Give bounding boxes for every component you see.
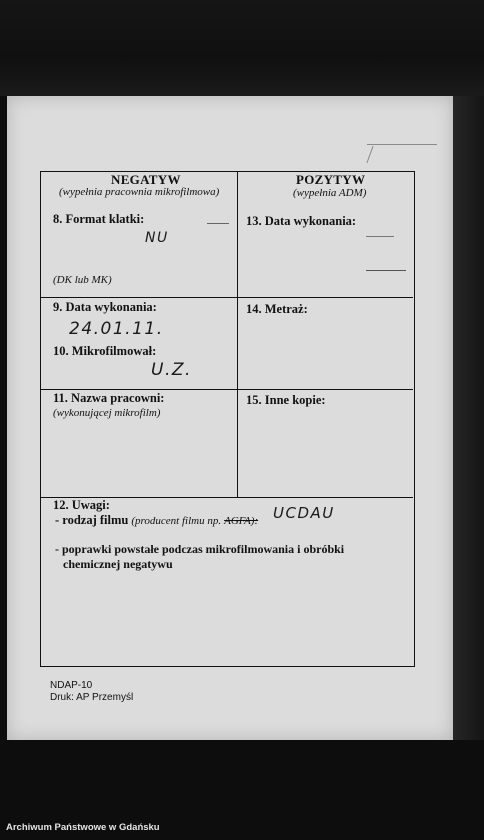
- nazwa-pracowni-note: (wykonującej mikrofilm): [53, 407, 161, 419]
- rodzaj-filmu-label: - rodzaj filmu: [55, 513, 129, 527]
- stray-mark: [366, 146, 373, 163]
- format-klatki-note: (DK lub MK): [53, 274, 112, 286]
- mikrofilmowal-value: U.Z.: [151, 360, 192, 380]
- metraz-label: 14. Metraż:: [246, 302, 308, 316]
- rodzaj-filmu-line: [55, 513, 258, 528]
- stray-mark: [367, 144, 437, 145]
- row-divider-2: [41, 389, 413, 390]
- negatyw-title: NEGATYW: [111, 172, 181, 187]
- poprawki-line-2: chemicznej negatywu: [63, 557, 173, 571]
- microfilm-card: [7, 96, 453, 740]
- format-klatki-label: 8. Format klatki:: [53, 212, 145, 226]
- data-wykonania-negatyw-value: 24.01.11.: [69, 319, 164, 339]
- pozytyw-title: POZYTYW: [296, 172, 366, 187]
- data-wykonania-pozytyw-label: 13. Data wykonania:: [246, 214, 357, 228]
- rodzaj-filmu-value: UCDAU: [273, 504, 335, 522]
- stray-mark: [366, 270, 406, 271]
- print-info: Druk: AP Przemyśl: [50, 692, 134, 703]
- stray-mark: [366, 236, 394, 237]
- pozytyw-subtitle: (wypełnia ADM): [293, 187, 367, 199]
- form-code: NDAP-10: [50, 680, 93, 691]
- producent-example: AGFA):: [224, 515, 259, 527]
- producent-note: (producent filmu np.: [131, 515, 222, 527]
- negatyw-subtitle: (wypełnia pracownia mikrofilmowa): [59, 186, 220, 198]
- form-grid: [40, 171, 415, 667]
- format-klatki-value: NU: [145, 230, 169, 246]
- row-divider-1: [41, 297, 413, 298]
- nazwa-pracowni-label: 11. Nazwa pracowni:: [53, 391, 165, 405]
- archive-caption: Archiwum Państwowe w Gdańsku: [6, 822, 160, 833]
- uwagi-label: 12. Uwagi:: [53, 498, 110, 512]
- stray-mark: [207, 223, 229, 224]
- column-divider: [237, 172, 238, 497]
- inne-kopie-label: 15. Inne kopie:: [246, 393, 326, 407]
- mikrofilmowal-label: 10. Mikrofilmował:: [53, 344, 157, 358]
- film-strip-top: [0, 0, 484, 96]
- poprawki-line-1: - poprawki powstałe podczas mikrofilmowania i obróbki: [55, 542, 345, 556]
- data-wykonania-negatyw-label: 9. Data wykonania:: [53, 300, 157, 314]
